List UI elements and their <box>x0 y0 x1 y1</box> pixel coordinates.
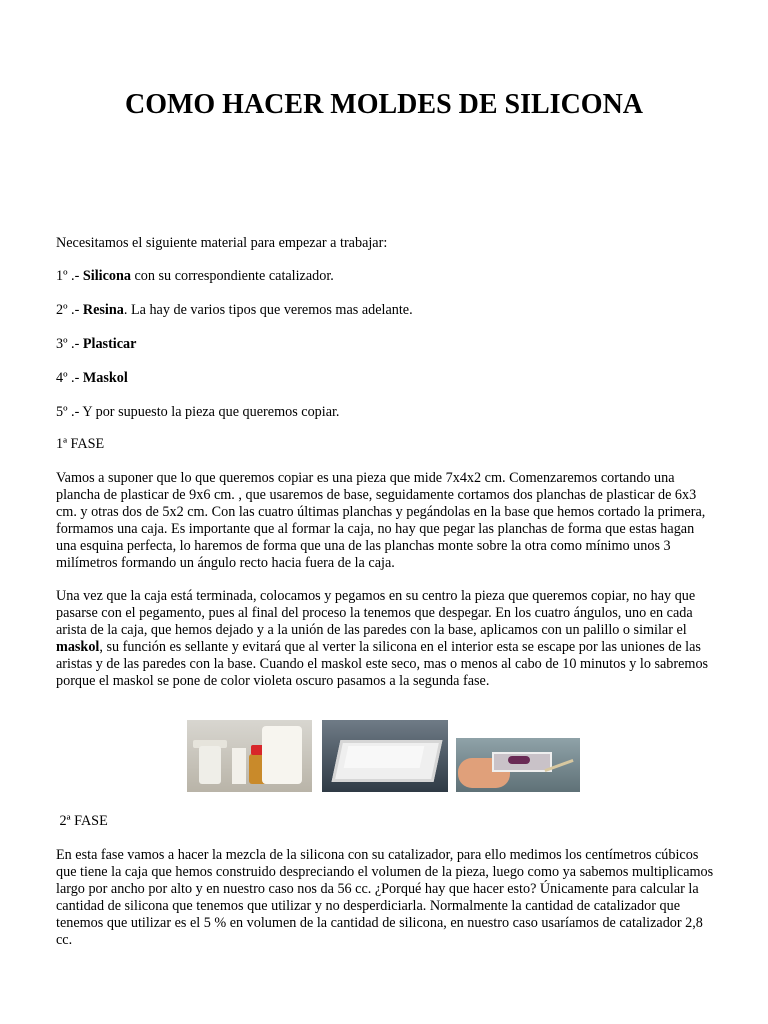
phase1-paragraph-2 <box>56 588 716 690</box>
material-item-2 <box>56 302 716 319</box>
phase2-paragraph-1: En esta fase vamos a hacer la mezcla de la silicona con su catalizador, para ello medimos los centímetros cúbicos que tiene la caja que hemos construido despreciando el volumen de la pieza, luego como ya sabemos multiplicamos largo por ancho por alto y en nuestro caso nos da 56 cc. ¿Porqué hay que hacer esto? Únicamente para calcular la cantidad de silicona que tenemos que utilizar y no desperdiciarla. Normalmente la cantidad de catalizador que tenemos que utilizar es el 5 % en volumen de la cantidad de silicona, en nuestro caso usaríamos de catalizador 2,8 cc. <box>56 847 714 948</box>
material-name: Resina <box>82 302 124 318</box>
maskol-application-photo <box>456 738 580 792</box>
material-prefix: 2º .- <box>56 302 83 318</box>
material-item-5 <box>56 404 716 421</box>
material-prefix: 1º .- <box>56 268 83 284</box>
material-desc: con su correspondiente catalizador. <box>130 268 334 284</box>
material-prefix: 4º .- <box>56 370 83 386</box>
materials-photo <box>187 720 312 792</box>
photo-strip <box>0 720 768 792</box>
material-name: Maskol <box>82 370 128 386</box>
plasticar-box-photo <box>322 720 448 792</box>
material-name: Plasticar <box>82 336 137 352</box>
phase1-paragraph-1: Vamos a suponer que lo que queremos copiar es una pieza que mide 7x4x2 cm. Comenzaremos cortando una plancha de plasticar de 9x6 cm. , que usaremos de base, seguidamente cortamos dos planchas de plasticar de 6x3 cm. y otras dos de 5x2 cm. Con las cuatro últimas planchas y pegándolas en la base que hemos cortado la primera, formamos una caja. Es importante que al formar la caja, no hay que pegar las planchas de forma que estas hagan una esquina perfecta, lo haremos de forma que una de las planchas monte sobre la otra como mínimo unos 3 milímetros formando un ángulo recto hacia fuera de la caja. <box>56 470 706 571</box>
maskol-term: maskol <box>56 639 100 655</box>
material-desc: Y por supuesto la pieza que queremos copiar. <box>82 404 340 420</box>
phase1-text-b: , su función es sellante y evitará que al verter la silicona en el interior esta se escape por las uniones de las aristas y de las paredes con la base. Cuando el maskol este seco, mas o menos al cabo de 10 minutos y lo sabremos porque el maskol se pone de color violeta oscuro pasamos a la segunda fase. <box>56 639 709 689</box>
material-prefix: 3º .- <box>56 336 83 352</box>
material-item-1 <box>56 268 716 285</box>
phase2-heading: 2ª FASE <box>56 813 108 829</box>
material-name: Silicona <box>82 268 131 284</box>
phase1-heading: 1ª FASE <box>56 436 105 452</box>
document-title: COMO HACER MOLDES DE SILICONA <box>124 89 644 120</box>
phase1-text-a: Una vez que la caja está terminada, colocamos y pegamos en su centro la pieza que queremos copiar, no hay que pasarse con el pegamento, pues al final del proceso la tenemos que despegar. En los cuatro ángulos, uno en cada arista de la caja, que hemos dejado y a la unión de las paredes con la base, aplicamos con un palillo o similar el <box>56 588 696 638</box>
material-item-4 <box>56 370 716 387</box>
material-desc: . La hay de varios tipos que veremos mas adelante. <box>123 302 413 318</box>
material-prefix: 5º .- <box>56 404 83 420</box>
intro-paragraph: Necesitamos el siguiente material para empezar a trabajar: <box>56 235 388 251</box>
material-item-3 <box>56 336 716 353</box>
